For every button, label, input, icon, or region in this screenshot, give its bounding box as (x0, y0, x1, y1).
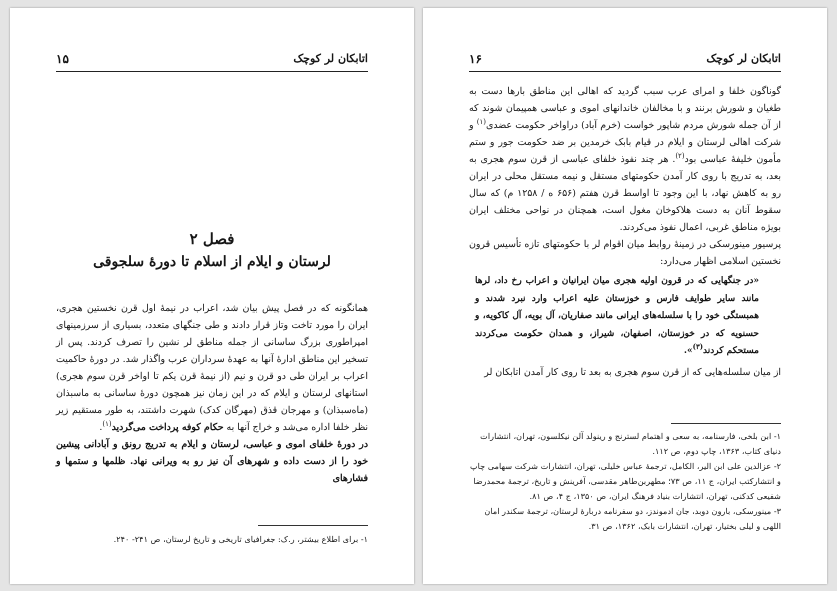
footnote: ۱- ابن بلخی، فارسنامه، به سعی و اهتمام لسترنج و رینولد آلن نیکلسون، تهران، انتشارات دنیای کتاب، ۱۳۶۳، چاپ دوم، ص ۱۱۲. (480, 431, 781, 456)
running-title: اتابکان لر کوچک (706, 52, 781, 65)
footnote-rule (671, 423, 781, 424)
paragraph: پرسیور مینورسکی در زمینهٔ روابط میان اقوام لر با حکومتهای تازه تأسیس قرون نخستین اسلامی اظهار می‌دارد: (469, 239, 781, 267)
footnotes (469, 429, 781, 534)
body-text (469, 83, 781, 381)
block-quote: «در جنگهایی که در قرون اولیه هجری میان ایرانیان و اعراب رخ داد، لرها مانند سایر طوایف فارس و خوزستان علیه اعراب وارد نبرد شدند و همبستگی خود را با سلسله‌های ایرانی مانند صفاریان، آل بویه، آل کاکویه، و حسنویه که در خوزستان، اصفهان، شیراز، و همدان حکومت می‌کردند مستحکم کردند$^{(۳)}$». (475, 276, 759, 356)
chapter-heading (56, 230, 368, 270)
footnote: ۳- مینورسکی، بارون دوبد، جان ادموندز، دو سفرنامه دربارهٔ لرستان، ترجمهٔ سکندر امان اللهی و لیلی بختیار، تهران، انتشارات بابک، ۱۳۶۲، ص ۳۱. (484, 506, 781, 531)
page-number: ۱۵ (56, 52, 69, 66)
footnote-rule (258, 525, 368, 526)
footnotes (56, 532, 368, 547)
page-16 (423, 8, 827, 584)
running-header (56, 52, 368, 70)
footnote: ۲- عزالدین علی ابن الیر، الکامل، ترجمهٔ عباس خلیلی، تهران، انتشارات شرکت سهامی چاپ و انتشارکتب ایران، ج ۱۱، ص ۷۳؛ مطهربن‌طاهر مقدسی، آفرینش و تاریخ، ترجمهٔ محمدرضا شفیعی کدکنی، تهران، انتشارات بنیاد فرهنگ ایران، ص ۱۳۵۰، ج ۴، ص ۸۱. (469, 461, 781, 501)
paragraph: از میان سلسله‌هایی که از قرن سوم هجری به بعد تا روی کار آمدن اتابکان لر (484, 366, 781, 378)
body-text (56, 300, 368, 487)
page-number: ۱۶ (469, 52, 482, 66)
header-rule (469, 71, 781, 72)
running-title: اتابکان لر کوچک (293, 52, 368, 65)
page-15 (10, 8, 414, 584)
chapter-label: فصل ۲ (189, 230, 235, 248)
paragraph: گوناگون خلفا و امرای عرب سبب گردید که اهالی این مناطق بارها دست به طغیان و شورش برنند و با مخالفان خاندانهای اموی و عباسی همپیمان شوند که از آن جمله شورش مردم شاپور خواست (خرم آباد) دراواخر حکومت عضدی$^{(۱)}$ و شرکت اهالی لرستان و ایلام در قیام بابک خرمدین بر ضد حکومت جور و ستم مأمون خلیفهٔ عباسی بود$^{(۲)}$. هر چند نفوذ خلفای عباسی از قرن سوم هجری به بعد، به تدریج با روی کار آمدن حکومتهای مستقل و نیمه مستقل محلی در ایران رو به کاهش نهاد، با این وجود تا اواسط قرن هفتم (۶۵۶ ه / ۱۲۵۸ م) که سال سقوط آنان به دست هلاکوخان مغول است، همچنان در نواحی مختلف ایران بویژه مناطق غربی، اعمال نفوذ می‌کردند. (469, 86, 782, 233)
footnote: ۱- برای اطلاع بیشتر، ر.ک: جغرافیای تاریخی و تاریخ لرستان، ص ۲۴۱- ۲۴۰. (113, 534, 368, 544)
footnote-marker: (۳) (692, 342, 704, 351)
chapter-title: لرستان و ایلام از اسلام تا دورهٔ سلجوقی (93, 254, 331, 270)
paragraph: در دورهٔ خلفای اموی و عباسی، لرستان و ایلام به تدریج رونق و آبادانی پیشین خود را از دست داده و شهرهای آن نیز رو به ویرانی نهاد. ظلمها و ستمها و فشارهای (56, 439, 368, 484)
footnote-marker: (۲) (675, 151, 685, 160)
footnote-marker: (۱) (476, 117, 486, 126)
footnote-marker: (۱) (102, 419, 112, 428)
header-rule (56, 71, 368, 72)
running-header (469, 52, 781, 70)
paragraph: همانگونه که در فصل پیش بیان شد، اعراب در نیمهٔ اول قرن نخستین هجری، ایران را مورد تاخت وتاز قرار دادند و طی جنگهای متعدد، بسیاری از سرزمینهای امپراطوری بزرگ ساسانی از جمله مناطق لر نشین را تصرف کردند. پس از تسخیر این مناطق ادارهٔ آنها به عهدهٔ سرداران عرب واگذار شد. در دورهٔ حاکمیت اعراب بر ایران طی دو قرن و نیم (از نیمهٔ قرن یکم تا اواخر قرن سوم هجری) استانهای لرستان و ایلام که در این زمان نیز همچون دورهٔ ساسانی به ماسبذان (ماه‌سبذان) و مهرجان قذق (مهرگان کدک) شهرت داشتند، به طور مستقیم زیر نظر خلفا اداره می‌شد و خراج آنها به حکام کوفه پرداخت می‌گردید$^{(۱)}$. (56, 303, 368, 433)
